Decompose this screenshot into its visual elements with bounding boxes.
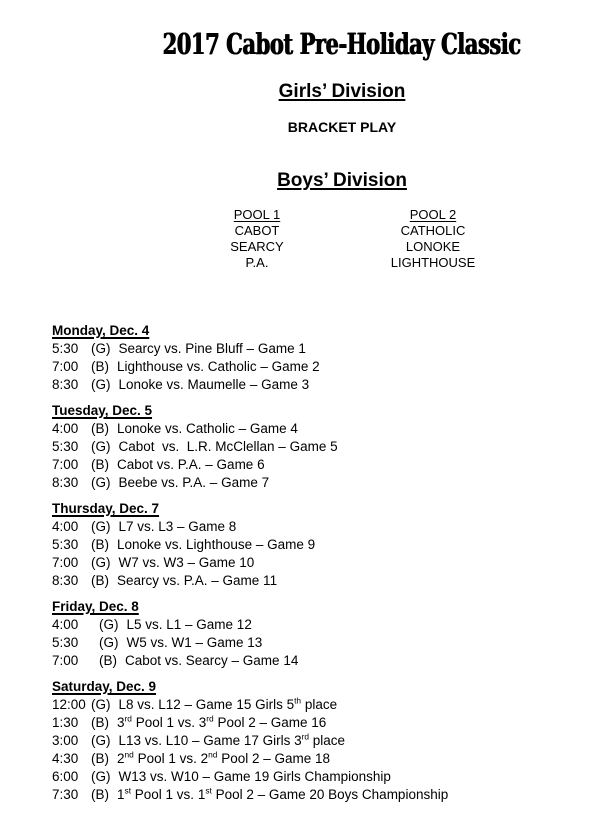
game-description [125, 653, 298, 668]
game-time: 5:30 [52, 341, 79, 356]
game-time: 7:00 [52, 653, 79, 668]
ordinal-superscript: rd [206, 713, 214, 724]
game-text: Pool 1 vs. 3 [131, 715, 207, 730]
pool-2-header: POOL 2 [409, 207, 457, 222]
game-row [52, 340, 600, 358]
game-gender: (G) [91, 519, 111, 534]
game-description [117, 421, 298, 436]
game-description [117, 751, 330, 766]
day-section-friday [52, 598, 600, 670]
game-description [117, 359, 320, 374]
game-row [52, 572, 600, 590]
game-text: W13 vs. W10 – Game 19 Girls Championship [118, 769, 391, 784]
game-description [119, 555, 255, 570]
game-description [119, 439, 338, 454]
game-text: L5 vs. L1 – Game 12 [126, 617, 252, 632]
game-text: Lonoke vs. Lighthouse – Game 9 [117, 537, 316, 552]
page-title-text: 2017 Cabot Pre-Holiday Classic [162, 27, 522, 61]
game-gender: (G) [91, 555, 111, 570]
game-description [119, 697, 338, 712]
pool-team: CATHOLIC [400, 223, 466, 238]
game-row [52, 714, 600, 732]
game-gender: (B) [91, 573, 109, 588]
game-gender: (B) [91, 787, 109, 802]
game-text: 1 [117, 787, 125, 802]
game-gender: (B) [91, 537, 109, 552]
game-text: W7 vs. W3 – Game 10 [118, 555, 255, 570]
game-row [52, 518, 600, 536]
game-text: Lonoke vs. Catholic – Game 4 [117, 421, 298, 436]
game-time: 12:00 [52, 697, 86, 712]
game-row [52, 554, 600, 572]
game-text: place [301, 697, 338, 712]
game-time: 1:30 [52, 715, 79, 730]
game-gender: (G) [91, 439, 111, 454]
game-time: 8:30 [52, 573, 79, 588]
game-description [119, 769, 391, 784]
game-text: Lighthouse vs. Catholic – Game 2 [117, 359, 320, 374]
ordinal-superscript: st [124, 785, 132, 796]
game-row [52, 456, 600, 474]
game-text: 3 [117, 715, 125, 730]
game-row [52, 696, 600, 714]
game-description [117, 537, 315, 552]
day-heading: Tuesday, Dec. 5 [52, 403, 153, 418]
game-description [117, 573, 277, 588]
game-row [52, 438, 600, 456]
game-row [52, 616, 600, 634]
game-text: L7 vs. L3 – Game 8 [118, 519, 237, 534]
pool-team: P.A. [245, 255, 269, 270]
game-description [117, 457, 265, 472]
day-heading: Saturday, Dec. 9 [52, 679, 157, 694]
game-row [52, 358, 600, 376]
game-gender: (B) [91, 457, 109, 472]
day-heading: Thursday, Dec. 7 [52, 501, 160, 516]
day-section-tuesday [52, 402, 600, 492]
game-text: W5 vs. W1 – Game 13 [126, 635, 263, 650]
game-description [127, 635, 263, 650]
game-row [52, 474, 600, 492]
game-row [52, 786, 600, 804]
game-description [117, 715, 326, 730]
ordinal-superscript: nd [124, 749, 134, 760]
game-gender: (G) [91, 377, 111, 392]
game-text: Pool 2 – Game 16 [213, 715, 327, 730]
game-text: Pool 1 vs. 1 [131, 787, 206, 802]
game-description [119, 377, 310, 392]
game-gender: (B) [99, 653, 117, 668]
game-text: Cabot vs. L.R. McClellan – Game 5 [118, 439, 338, 454]
game-time: 4:00 [52, 519, 79, 534]
game-gender: (G) [91, 697, 111, 712]
game-text: L13 vs. L10 – Game 17 Girls 3 [118, 733, 302, 748]
game-text: Searcy vs. P.A. – Game 11 [117, 573, 278, 588]
game-row [52, 652, 600, 670]
page-title [84, 27, 600, 61]
game-gender: (B) [91, 751, 109, 766]
game-text: Searcy vs. Pine Bluff – Game 1 [118, 341, 306, 356]
game-description [119, 341, 306, 356]
pool-2-column [358, 207, 508, 271]
game-text: Cabot vs. Searcy – Game 14 [125, 653, 299, 668]
game-time: 7:30 [52, 787, 79, 802]
game-description [127, 617, 252, 632]
game-time: 7:00 [52, 457, 79, 472]
game-description [119, 475, 270, 490]
game-gender: (G) [91, 475, 111, 490]
day-section-thursday [52, 500, 600, 590]
schedule-section [52, 322, 600, 804]
game-text: L8 vs. L12 – Game 15 Girls 5 [118, 697, 295, 712]
pool-team: LONOKE [405, 239, 461, 254]
day-section-saturday [52, 678, 600, 804]
game-text: 2 [117, 751, 125, 766]
game-time: 4:00 [52, 421, 79, 436]
bracket-play-label: BRACKET PLAY [287, 119, 397, 135]
game-text: Beebe vs. P.A. – Game 7 [118, 475, 270, 490]
game-time: 7:00 [52, 555, 79, 570]
pool-1-header: POOL 1 [233, 207, 281, 222]
game-time: 8:30 [52, 377, 79, 392]
game-text: place [309, 733, 346, 748]
game-time: 3:00 [52, 733, 79, 748]
ordinal-superscript: st [205, 785, 212, 796]
game-text: Cabot vs. P.A. – Game 6 [117, 457, 265, 472]
game-time: 5:30 [52, 439, 79, 454]
game-description [119, 519, 237, 534]
game-row [52, 750, 600, 768]
day-heading: Monday, Dec. 4 [52, 323, 150, 338]
day-section-monday [52, 322, 600, 394]
game-row [52, 732, 600, 750]
pool-1-column [192, 207, 322, 271]
game-text: Pool 1 vs. 2 [133, 751, 209, 766]
game-gender: (G) [99, 617, 119, 632]
game-gender: (G) [91, 733, 111, 748]
ordinal-superscript: th [294, 695, 302, 706]
game-text: Lonoke vs. Maumelle – Game 3 [118, 377, 310, 392]
pool-team: LIGHTHOUSE [390, 255, 476, 270]
game-time: 4:30 [52, 751, 79, 766]
game-gender: (G) [91, 341, 111, 356]
game-gender: (B) [91, 715, 109, 730]
pools-section [0, 207, 600, 271]
boys-division-heading: Boys’ Division [277, 170, 407, 191]
game-row [52, 634, 600, 652]
game-row [52, 420, 600, 438]
game-row [52, 376, 600, 394]
game-time: 5:30 [52, 537, 79, 552]
game-time: 5:30 [52, 635, 79, 650]
game-gender: (G) [91, 769, 111, 784]
ordinal-superscript: rd [301, 731, 310, 742]
pool-team: CABOT [234, 223, 280, 238]
game-time: 4:00 [52, 617, 79, 632]
game-gender: (B) [91, 421, 109, 436]
game-description [119, 733, 346, 748]
pool-team: SEARCY [230, 239, 284, 254]
girls-division-heading: Girls’ Division [278, 81, 406, 102]
game-text: Pool 2 – Game 18 [217, 751, 331, 766]
ordinal-superscript: rd [124, 713, 132, 724]
game-row [52, 768, 600, 786]
game-gender: (B) [91, 359, 109, 374]
game-row [52, 536, 600, 554]
game-gender: (G) [99, 635, 119, 650]
ordinal-superscript: nd [208, 749, 218, 760]
document-header [0, 0, 600, 193]
game-time: 6:00 [52, 769, 79, 784]
game-description [117, 787, 448, 802]
game-time: 8:30 [52, 475, 79, 490]
game-time: 7:00 [52, 359, 79, 374]
day-heading: Friday, Dec. 8 [52, 599, 139, 614]
game-text: Pool 2 – Game 20 Boys Championship [211, 787, 449, 802]
